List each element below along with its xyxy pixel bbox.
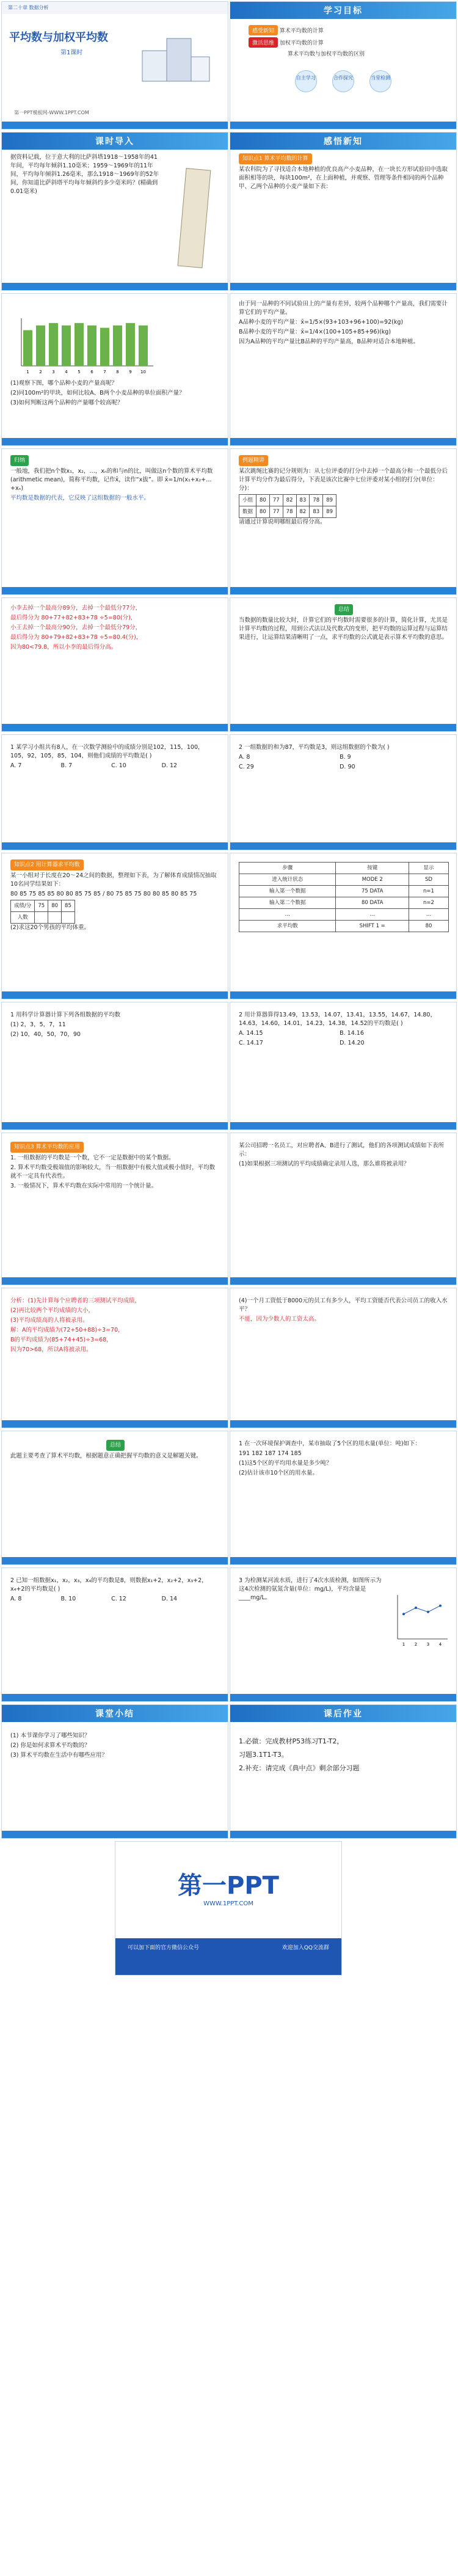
solution-a-slide [1,597,228,732]
bottom-bar [230,724,456,731]
chart-bar [126,323,135,366]
bottom-bar [2,1277,228,1285]
formula-body: 归纳 一般地，我们把n个数x₁，x₂，…，xₙ的和与n的比，叫做这n个数的算术平均数(arithmetic mean)，简称平均数，记作x̄，读作“x拔”。即 x̄=1/n(x₁+x₂+…+xₙ) 平均数是数据的代表，它反映了这组数据的一般水平。 [10,455,220,504]
practice6-body: 1 在一次环境保护调查中，某市抽取了5个区的用水量(单位：吨)如下： 191 182 187 174 185 (1)这5个区的平均用水量是多少吨？ (2)估计该市10个区的用水量。 [239,1440,421,1476]
formula-slide [1,448,228,595]
goal-item: 激活思维 加权平均数的计算 [249,37,438,49]
bottom-bar [230,438,456,445]
calc-table: 步骤 按键 显示 进入统计状态 MODE 2 SD 输入第一个数据 75 DATA n=1 输入第二个数据 80 DATA n=2 … … … 求平均数 SHIFT 1 = 80 [239,862,449,932]
analysis-b-slide [1,1288,228,1428]
example-b-slide [230,1133,457,1285]
chart-bar [75,323,84,366]
practice1-body: 1 某学习小组共有8人，在一次数学测验中的成绩分别是102，115，100，105，92，105，85，104，则他们成绩的平均数是( ) A. 7 B. 7 C. 10 D. 12 [10,744,204,769]
bottom-bar [2,1557,228,1564]
bottom-bar [2,1122,228,1129]
x-tick-label: 2 [39,370,42,374]
practice8-slide [230,1567,457,1702]
data-point [402,1613,405,1615]
intro-slide [1,132,228,291]
knowledge-tag: 知识点1 算术平均数的计算 [239,153,312,164]
goals-title: 学习目标 [324,6,363,16]
intro-text: 据资料记载，位于意大利的比萨斜塔1918～1958年的41年间，平均每年倾斜1.10毫米；1959～1969年的11年间，平均每年倾斜1.26毫米，那么1918～1969年的52年间，你知道比萨斜塔平均每年倾斜约多少毫米吗？(精确到0.01毫米) [10,154,159,195]
chart-slide [1,293,228,446]
bottom-bar [2,283,228,290]
bottom-bar [2,587,228,594]
x-tick-label: 2 [414,1642,418,1647]
avg-body: 由于同一品种的不同试验田上的产量有差异，较两个品种哪个产量高，我们需要计算它们的平均产量。 A品种小麦的平均产量：x̄=1/5×(93+103+96+100)=92(kg) B品种小麦的平均产量：x̄=1/4×(100+105+85+96)(kg) 因为A品种的平均产量比B品种的平均产量高，B品种对适合本地种植。 [239,301,448,345]
practice2-slide [230,734,457,850]
practice4-slide [230,1002,457,1130]
title-bar: 课堂小结 [2,1705,228,1722]
x-tick-label: 5 [78,370,81,374]
chart-bar [36,326,45,366]
avg-slide [230,293,457,446]
example-a-slide [230,448,457,595]
cover-slide [1,1,228,130]
practice5-body: (4)一个月工资低于8000元的员工有多少人，平均工资能否代表公司员工的收入水平？ 不能，因为少数人的工资太高。 [239,1297,448,1323]
bottom-bar [230,283,456,290]
x-tick-label: 4 [438,1642,442,1647]
chart-bar [113,326,122,366]
summary1-slide [230,597,457,732]
practice2-body: 2 一组数据的和为87，平均数是3，则这组数据的个数为( ) A. 8 B. 9 C. 29 D. 90 [239,744,390,770]
x-tick-label: 1 [26,370,29,374]
kp2-table: 成绩/分 75 80 85 人数 [10,900,75,924]
calc-steps-slide [230,853,457,999]
practice5-slide [230,1288,457,1428]
x-tick-label: 1 [402,1642,405,1647]
bottom-bar [230,1557,456,1564]
goal-tag: 感受新知 [249,25,278,35]
chart-bar [49,323,58,366]
tower-illustration [167,157,222,273]
x-tick-label: 4 [65,370,68,374]
bottom-bar [2,122,228,129]
feel-text: 某农科院为了寻找适合本地种植的优良高产小麦品种，在一块长方形试验田中选取面积相等的块，每块100m²，在上面种植，并观察、管理等条件相同的两个品种甲、乙两个品种的小麦产量如下表： [239,166,448,190]
cover-subtitle: 第1课时 [60,49,83,56]
practice7-slide [1,1567,228,1702]
calc-body [239,862,449,932]
cover-header-band [2,2,228,14]
bubble-test: 当堂检测 [369,70,391,92]
bottom-bar [230,122,456,129]
solution-a-body: 小李去掉一个最高分89分，去掉一个最低分77分， 最后得分为 80+77+82+83+78 ÷5=80(分)， 小王去掉一个最高分90分，去掉一个最低分79分， 最后得分为 80+79+82+83+78 ÷5=80.4(分)， 因为80<79.8，所以小李的最后得分高。 [10,605,142,651]
question-3: (3)如何判断这两个品种的产量哪个较高呢？ [10,400,123,406]
kp2-slide [1,853,228,999]
bubble-cooperate: 合作探究 [332,70,354,92]
question-2: (2)同100m²的甲块，如何比较A、B两个小麦品种的单位面积产量？ [10,390,185,396]
ending-slide [115,1841,342,1976]
score-table: 小组 80 77 82 83 78 89 数据 80 77 78 82 83 89 [239,494,336,518]
feel-slide [230,132,457,291]
lesson-summary-body: (1) 本节课你学习了哪些知识？ (2) 你是如何求算术平均数的？ (3) 算术平均数在生活中有哪些应用？ [10,1732,107,1759]
homework-slide [230,1704,457,1839]
summary2-slide [1,1431,228,1565]
practice6-slide [230,1431,457,1565]
bottom-bar [2,1831,228,1838]
bottom-bar [230,587,456,594]
cover-source: 第一PPT模板网-WWW.1PPT.COM [14,110,89,115]
chart-bar [23,330,32,367]
example-a-body: 例题精讲 某次跳绳比赛的记分规则为：从七位评委的打分中去掉一个最高分和一个最低分后计算平均分作为最后得分，下表是该次比赛中七位评委对某小组的打分(单位：分)： 小组 80 77 82 83 78 89 数据 80 77 78 82 83 89 请通过计算说明哪组最后得分高。 [239,455,449,528]
bottom-bar [230,1694,456,1701]
practice3-body: 1 用科学计算器计算下列各组数据的平均数 (1) 2，3，5，7，11 (2) 10，40，50，70，90 [10,1012,121,1038]
cubes-illustration [130,26,216,93]
summary2-body: 总结 此题主要考查了算术平均数，根据题意正确把握平均数的意义是解题关键。 [10,1440,220,1462]
title-bar [230,2,456,19]
x-tick-label: 10 [140,370,146,374]
bottom-bar [2,724,228,731]
chart-bar [87,326,96,366]
kp3-body: 知识点3 算术平均数的应用 1. 一组数据的平均数是一个数，它不一定是数据中的某个数据。 2. 算术平均数受极端值的影响较大，当一组数据中有极大值或极小值时，平均数就不一定具有代表性。 3. 一般情况下，算术平均数在实际中常用的一个统计量。 [10,1142,220,1192]
lesson-summary-slide [1,1704,228,1839]
ending-url: WWW.1PPT.COM [203,1900,253,1907]
title-bar [2,133,228,150]
bottom-bar [230,1831,456,1838]
data-point [427,1611,429,1613]
goals-list [249,25,438,117]
bottom-bar [2,991,228,999]
practice3-slide [1,1002,228,1130]
chart-questions [10,379,220,409]
bottom-bar [230,1420,456,1428]
ammonia-line-chart [389,1593,450,1647]
kp3-slide [1,1133,228,1285]
bottom-bar [2,842,228,850]
bottom-bar [2,1694,228,1701]
example-tag: 例题精讲 [239,455,268,466]
practice8-body: 3 为检测某河流水质，进行了4次水质检测，如图所示为这4次检测的氨氮含量(单位：mg/L)，平均含量是____mg/L。 [239,1577,382,1601]
data-point [439,1605,442,1607]
x-tick-label: 7 [103,370,106,374]
example-b-body: 某公司招聘一名员工，对应聘者A、B进行了测试，他们的各项测试成绩如下表所示： (1)如果根据三项测试的平均成绩确定录用人选，那么谁将被录用？ [239,1142,445,1167]
intro-title: 课时导入 [95,137,134,147]
goal-tag: 激活思维 [249,37,278,48]
header-small-label: 第二十章 数据分析 [8,5,49,10]
analysis-b-body: 分析：(1)先计算每个应聘者的三项测试平均成绩， (2)再比较两个平均成绩的大小， (3)平均成绩高的人将被录用。 解：A的平均成绩为(72+50+88)÷3=70， B的平均成绩为(85+74+45)÷3=68， 因为70>68，所以A将被录用。 [10,1297,140,1353]
bottom-bar [2,438,228,445]
practice4-body: 2 用计算器算得13.49，13.53，14.07，13.41，13.55，14.67，14.80，14.63，14.60，14.01，14.23，14.38，14.52的平均数是( ) A. 14.15 B. 14.16 C. 14.17 D. 14.20 [239,1012,436,1046]
bottom-bar [230,1122,456,1129]
x-tick-label: 6 [90,370,93,374]
homework-body: 1.必做：完成教材P53练习T1-T2， 习题3.1T1-T3。 2.补充：请完成《典中点》剩余部分习题 [239,1737,360,1772]
feel-body [239,153,449,192]
chart-bar [139,326,148,366]
data-point [415,1607,417,1609]
chart-bar [62,326,71,366]
x-tick-label: 3 [52,370,55,374]
summary-tag: 归纳 [10,455,29,466]
feel-title: 感悟新知 [324,137,363,147]
practice1-slide [1,734,228,850]
chart-bar [100,328,109,366]
practice7-body: 2 已知一组数据x₁，x₂，x₃，x₄的平均数是8，则数据x₁+2，x₂+2，x₃+2，x₄+2的平均数是( ) A. 8 B. 10 C. 12 D. 14 [10,1577,208,1602]
bottom-bar [230,991,456,999]
summary1-body: 总结 当数据的数量比较大时，计算它们的平均数时需要很多的计算，简化计算，尤其是计算平均数的过程，用到公式法以及代数式的变形，把平均数的运算过程与运算结果进行，让运算结果清晰明了一点，求平均数的公式就是表示算术平均数的意思。 [239,604,449,643]
title-bar: 课后作业 [230,1705,456,1722]
x-tick-label: 3 [426,1642,430,1647]
bubble-self-study: 自主学习 [295,70,317,92]
x-tick-label: 8 [116,370,119,374]
title-bar [230,133,456,150]
question-1: (1)观察下图，哪个品种小麦的产量高呢？ [10,380,117,387]
ending-logo: 第一PPT [178,1872,279,1900]
goal-item: 感受新知 算术平均数的计算 [249,25,438,37]
goal-item: 算术平均数与加权平均数的区别 [288,51,365,57]
bottom-bar [2,1420,228,1428]
ending-footer: 可以加下面的官方微信公众号 欢迎加入QQ交流群 [115,1938,341,1975]
series-line [404,1606,440,1615]
wheat-bar-chart [9,315,156,376]
goals-slide [230,1,457,130]
cover-title: 平均数与加权平均数 [9,31,108,44]
bottom-bar [230,1277,456,1285]
kp2-body: 知识点2 用计算器求平均数 某一小组对于长度在20～24之间的数据，整理如下表，为了解体育成绩情况抽取10名同学结果如下： 80 85 75 85 85 80 80 85 75 85 / 80 75 85 75 80 80 85 80 85 75 成绩/分 75 80 85 人数 (2)求这20个男孩的平均体重。 [10,859,220,933]
bottom-bar [230,842,456,850]
x-tick-label: 9 [129,370,132,374]
